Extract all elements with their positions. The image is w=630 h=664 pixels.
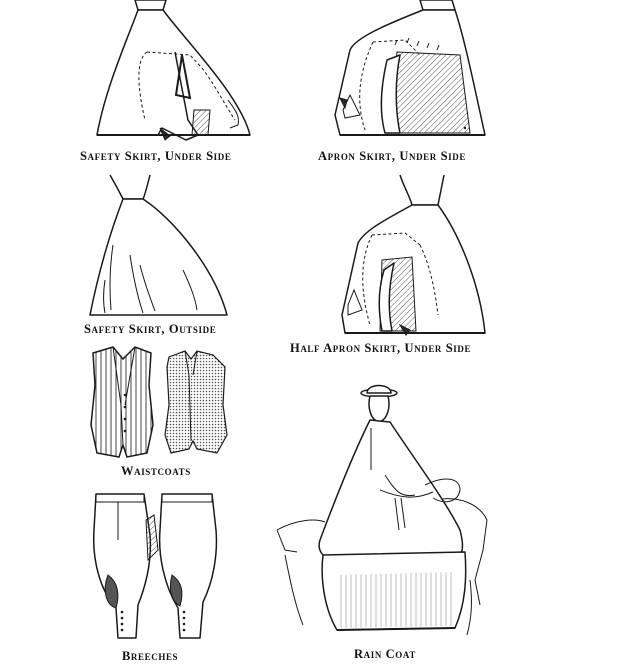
safety-skirt-under-side-illustration: [90, 0, 255, 142]
figure-caption: Breeches: [122, 649, 179, 663]
breeches-illustration: [88, 490, 228, 642]
figure-caption: Safety Skirt, Outside: [84, 322, 217, 336]
waistcoats-illustration: [85, 345, 235, 460]
apron-skirt-under-side-illustration: [325, 0, 490, 142]
half-apron-skirt-under-side-illustration: [330, 175, 490, 337]
figure-caption: Waistcoats: [121, 464, 191, 478]
rain-coat-illustration: [275, 380, 495, 642]
figure-caption: Safety Skirt, Under Side: [80, 149, 232, 163]
figure-caption: Half Apron Skirt, Under Side: [290, 341, 472, 355]
figure-caption: Apron Skirt, Under Side: [318, 149, 466, 163]
figure-caption: Rain Coat: [354, 647, 416, 661]
safety-skirt-outside-illustration: [85, 175, 235, 317]
